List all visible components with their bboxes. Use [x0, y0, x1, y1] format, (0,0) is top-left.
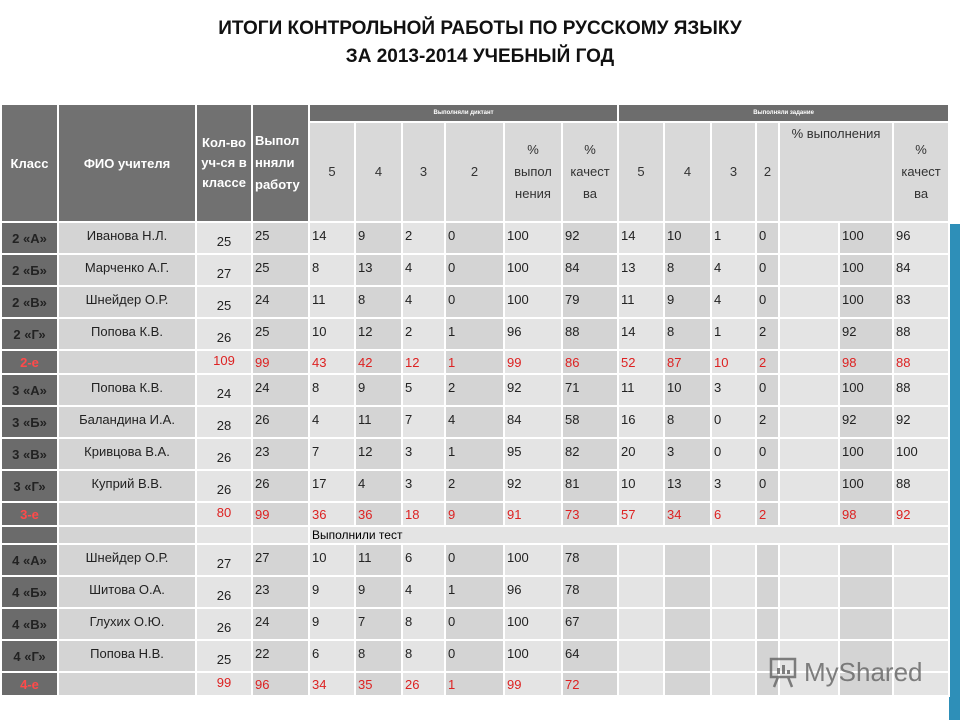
dict-grade-3-cell: 6 [402, 544, 445, 576]
task-grade-4-cell: 34 [664, 502, 711, 526]
dict-grade-2-cell: 0 [445, 640, 504, 672]
dict-pct-done-cell: 96 [504, 576, 562, 608]
class-label: 4 «Б» [1, 576, 58, 608]
watermark-text: MyShared [804, 656, 923, 687]
dict-grade-4-cell: 42 [355, 350, 402, 374]
header-task-grade-4: 4 [664, 122, 711, 222]
task-grade-4-cell: 3 [664, 438, 711, 470]
did-work-cell: 25 [252, 254, 309, 286]
class-label: 4-е [1, 672, 58, 696]
dict-pct-quality-cell: 73 [562, 502, 618, 526]
task-grade-4-cell [664, 576, 711, 608]
teacher-name: Шнейдер О.Р. [58, 286, 196, 318]
dict-grade-3-cell: 2 [402, 318, 445, 350]
task-grade-2-cell [756, 544, 779, 576]
task-grade-3-cell: 1 [711, 222, 756, 254]
task-grade-3-cell: 3 [711, 374, 756, 406]
results-table [0, 103, 950, 697]
dict-grade-4-cell: 8 [355, 640, 402, 672]
dict-pct-quality-cell: 58 [562, 406, 618, 438]
student-count: 28 [196, 406, 252, 438]
task-grade-5-cell: 20 [618, 438, 664, 470]
class-label: 3 «Б» [1, 406, 58, 438]
dict-pct-done-cell: 95 [504, 438, 562, 470]
teacher-name: Шнейдер О.Р. [58, 544, 196, 576]
task-grade-2-cell: 2 [756, 318, 779, 350]
dict-grade-3-cell: 12 [402, 350, 445, 374]
total-row [1, 502, 949, 526]
task-grade-5-cell: 57 [618, 502, 664, 526]
task-grade-3-cell: 10 [711, 350, 756, 374]
did-work-cell: 26 [252, 470, 309, 502]
separator-did-cell [252, 526, 309, 544]
did-work-cell: 24 [252, 286, 309, 318]
task-pct-quality-cell: 88 [893, 470, 949, 502]
dict-grade-2-cell: 1 [445, 576, 504, 608]
dict-grade-5-cell: 17 [309, 470, 355, 502]
dict-pct-done-cell: 91 [504, 502, 562, 526]
dict-pct-quality-cell: 81 [562, 470, 618, 502]
dict-grade-3-cell: 4 [402, 576, 445, 608]
did-work-cell: 24 [252, 608, 309, 640]
task-blank-cell [779, 286, 839, 318]
did-work-cell: 96 [252, 672, 309, 696]
dict-grade-3-cell: 8 [402, 608, 445, 640]
task-grade-2-cell: 2 [756, 406, 779, 438]
task-blank-cell [779, 406, 839, 438]
task-grade-2-cell: 0 [756, 254, 779, 286]
dict-grade-2-cell: 2 [445, 470, 504, 502]
dict-grade-3-cell: 7 [402, 406, 445, 438]
teacher-name: Марченко А.Г. [58, 254, 196, 286]
task-pct-quality-cell: 92 [893, 502, 949, 526]
header-grade-2: 2 [445, 122, 504, 222]
class-label: 2 «Г» [1, 318, 58, 350]
dict-grade-5-cell: 6 [309, 640, 355, 672]
task-grade-2-cell: 0 [756, 286, 779, 318]
page-subtitle: ЗА 2013-2014 УЧЕБНЫЙ ГОД [345, 46, 615, 67]
task-grade-5-cell [618, 608, 664, 640]
dict-grade-2-cell: 4 [445, 406, 504, 438]
student-count: 26 [196, 438, 252, 470]
task-grade-5-cell: 52 [618, 350, 664, 374]
task-grade-5-cell: 11 [618, 374, 664, 406]
task-pct-done-cell: 100 [839, 286, 893, 318]
table-row [1, 222, 949, 254]
dict-grade-2-cell: 0 [445, 254, 504, 286]
dict-grade-3-cell: 5 [402, 374, 445, 406]
dict-grade-4-cell: 36 [355, 502, 402, 526]
header-grade-5: 5 [309, 122, 355, 222]
teacher-name [58, 672, 196, 696]
dict-pct-done-cell: 84 [504, 406, 562, 438]
student-count: 26 [196, 318, 252, 350]
task-blank-cell [779, 608, 839, 640]
task-pct-quality-cell [893, 576, 949, 608]
table-row [1, 318, 949, 350]
class-label: 3 «В» [1, 438, 58, 470]
task-pct-done-cell [839, 544, 893, 576]
did-work-cell: 23 [252, 576, 309, 608]
teacher-name: Куприй В.В. [58, 470, 196, 502]
task-grade-5-cell [618, 544, 664, 576]
teacher-name [58, 350, 196, 374]
did-work-cell: 25 [252, 318, 309, 350]
dict-pct-done-cell: 100 [504, 640, 562, 672]
task-grade-3-cell: 4 [711, 286, 756, 318]
task-grade-3-cell: 6 [711, 502, 756, 526]
task-grade-5-cell [618, 640, 664, 672]
dict-pct-quality-cell: 88 [562, 318, 618, 350]
header-task-pct-quality: % качест ва [893, 122, 949, 222]
task-grade-3-cell: 0 [711, 406, 756, 438]
task-grade-5-cell: 16 [618, 406, 664, 438]
header-task-grade-5: 5 [618, 122, 664, 222]
dict-grade-3-cell: 4 [402, 254, 445, 286]
page-title: ИТОГИ КОНТРОЛЬНОЙ РАБОТЫ ПО РУССКОМУ ЯЗЫКУ [218, 18, 742, 39]
student-count: 25 [196, 640, 252, 672]
dict-grade-2-cell: 0 [445, 544, 504, 576]
student-count: 99 [196, 672, 252, 696]
task-pct-done-cell: 98 [839, 502, 893, 526]
teacher-name: Баландина И.А. [58, 406, 196, 438]
teacher-name: Попова К.В. [58, 318, 196, 350]
task-blank-cell [779, 502, 839, 526]
table-row [1, 438, 949, 470]
student-count: 24 [196, 374, 252, 406]
table-row [1, 544, 949, 576]
class-label: 2-е [1, 350, 58, 374]
dict-grade-5-cell: 10 [309, 544, 355, 576]
dict-grade-5-cell: 7 [309, 438, 355, 470]
task-grade-2-cell: 0 [756, 470, 779, 502]
dict-pct-quality-cell: 79 [562, 286, 618, 318]
dict-grade-4-cell: 4 [355, 470, 402, 502]
table-row [1, 470, 949, 502]
task-grade-3-cell: 0 [711, 438, 756, 470]
dict-grade-2-cell: 9 [445, 502, 504, 526]
task-grade-2-cell [756, 576, 779, 608]
class-label: 2 «Б» [1, 254, 58, 286]
table-row [1, 286, 949, 318]
dict-grade-3-cell: 8 [402, 640, 445, 672]
dict-pct-quality-cell: 82 [562, 438, 618, 470]
task-blank-cell [779, 318, 839, 350]
class-label: 3 «Г» [1, 470, 58, 502]
task-grade-4-cell [664, 672, 711, 696]
dict-grade-2-cell: 0 [445, 608, 504, 640]
student-count: 26 [196, 470, 252, 502]
section-separator-row [1, 526, 949, 544]
dict-grade-5-cell: 9 [309, 576, 355, 608]
class-label: 2 «А» [1, 222, 58, 254]
dict-pct-quality-cell: 67 [562, 608, 618, 640]
task-blank-cell [779, 254, 839, 286]
dict-pct-done-cell: 100 [504, 608, 562, 640]
dict-pct-done-cell: 99 [504, 672, 562, 696]
class-label: 3-е [1, 502, 58, 526]
header-task-grade-2: 2 [756, 122, 779, 222]
task-grade-2-cell: 0 [756, 222, 779, 254]
separator-class-cell [1, 526, 58, 544]
task-grade-4-cell: 8 [664, 406, 711, 438]
task-grade-2-cell: 0 [756, 374, 779, 406]
dict-pct-quality-cell: 72 [562, 672, 618, 696]
task-grade-4-cell: 13 [664, 470, 711, 502]
dict-pct-quality-cell: 78 [562, 544, 618, 576]
task-blank-cell [779, 222, 839, 254]
task-pct-done-cell: 92 [839, 406, 893, 438]
dict-grade-3-cell: 18 [402, 502, 445, 526]
student-count: 25 [196, 222, 252, 254]
dict-pct-quality-cell: 92 [562, 222, 618, 254]
task-grade-5-cell [618, 672, 664, 696]
task-pct-quality-cell: 100 [893, 438, 949, 470]
header-pct-done: % выпол нения [504, 122, 562, 222]
dict-grade-2-cell: 1 [445, 350, 504, 374]
class-label: 4 «Г» [1, 640, 58, 672]
task-pct-done-cell: 100 [839, 222, 893, 254]
dict-grade-3-cell: 2 [402, 222, 445, 254]
dict-grade-4-cell: 7 [355, 608, 402, 640]
did-work-cell: 25 [252, 222, 309, 254]
dict-pct-quality-cell: 64 [562, 640, 618, 672]
task-pct-done-cell: 100 [839, 374, 893, 406]
teacher-name: Шитова О.А. [58, 576, 196, 608]
total-row [1, 350, 949, 374]
dict-pct-done-cell: 100 [504, 544, 562, 576]
dict-pct-done-cell: 99 [504, 350, 562, 374]
dict-grade-4-cell: 11 [355, 544, 402, 576]
task-grade-5-cell: 14 [618, 318, 664, 350]
task-pct-done-cell: 100 [839, 438, 893, 470]
student-count: 27 [196, 254, 252, 286]
table-row [1, 576, 949, 608]
header-teacher: ФИО учителя [58, 104, 196, 222]
header-count: Кол-во уч-ся в классе [196, 104, 252, 222]
teacher-name [58, 502, 196, 526]
dict-grade-5-cell: 8 [309, 374, 355, 406]
task-grade-5-cell [618, 576, 664, 608]
header-pct-quality: % качест ва [562, 122, 618, 222]
dict-pct-done-cell: 100 [504, 254, 562, 286]
dict-grade-2-cell: 1 [445, 438, 504, 470]
dict-pct-quality-cell: 71 [562, 374, 618, 406]
table-row [1, 406, 949, 438]
separator-count-cell [196, 526, 252, 544]
header-group-task: Выполняли задание [618, 104, 949, 122]
task-grade-4-cell [664, 608, 711, 640]
task-pct-quality-cell: 88 [893, 318, 949, 350]
watermark [768, 656, 923, 688]
dict-grade-5-cell: 10 [309, 318, 355, 350]
task-pct-quality-cell: 88 [893, 350, 949, 374]
dict-pct-done-cell: 100 [504, 222, 562, 254]
dict-grade-3-cell: 26 [402, 672, 445, 696]
task-pct-quality-cell: 88 [893, 374, 949, 406]
teacher-name: Попова К.В. [58, 374, 196, 406]
teacher-name: Глухих О.Ю. [58, 608, 196, 640]
header-grade-4: 4 [355, 122, 402, 222]
presentation-board-icon [768, 656, 798, 688]
dict-grade-4-cell: 9 [355, 576, 402, 608]
task-grade-2-cell: 0 [756, 438, 779, 470]
student-count: 26 [196, 576, 252, 608]
student-count: 80 [196, 502, 252, 526]
dict-grade-3-cell: 3 [402, 470, 445, 502]
dict-grade-4-cell: 12 [355, 318, 402, 350]
task-blank-cell [779, 470, 839, 502]
class-label: 4 «В» [1, 608, 58, 640]
task-grade-2-cell [756, 608, 779, 640]
task-grade-3-cell: 4 [711, 254, 756, 286]
class-label: 4 «А» [1, 544, 58, 576]
dict-grade-4-cell: 13 [355, 254, 402, 286]
task-blank-cell [779, 576, 839, 608]
task-pct-done-cell: 98 [839, 350, 893, 374]
dict-grade-5-cell: 8 [309, 254, 355, 286]
task-pct-quality-cell [893, 544, 949, 576]
table-row [1, 254, 949, 286]
dict-grade-2-cell: 0 [445, 286, 504, 318]
header-group-dictation: Выполняли диктант [309, 104, 618, 122]
task-pct-quality-cell: 83 [893, 286, 949, 318]
task-grade-3-cell [711, 640, 756, 672]
did-work-cell: 22 [252, 640, 309, 672]
dict-grade-4-cell: 12 [355, 438, 402, 470]
dict-pct-done-cell: 92 [504, 374, 562, 406]
dict-grade-2-cell: 2 [445, 374, 504, 406]
task-pct-quality-cell: 92 [893, 406, 949, 438]
side-accent-strip [949, 224, 960, 720]
task-blank-cell [779, 438, 839, 470]
header-task-pct-done: % выполнения [779, 122, 893, 222]
task-grade-4-cell: 10 [664, 222, 711, 254]
task-pct-done-cell: 100 [839, 470, 893, 502]
dict-pct-done-cell: 100 [504, 286, 562, 318]
header-grade-3: 3 [402, 122, 445, 222]
dict-pct-quality-cell: 86 [562, 350, 618, 374]
task-blank-cell [779, 374, 839, 406]
task-grade-3-cell: 3 [711, 470, 756, 502]
table-row [1, 374, 949, 406]
dict-grade-2-cell: 0 [445, 222, 504, 254]
task-grade-5-cell: 10 [618, 470, 664, 502]
teacher-name: Кривцова В.А. [58, 438, 196, 470]
class-label: 3 «А» [1, 374, 58, 406]
dict-grade-2-cell: 1 [445, 318, 504, 350]
task-grade-2-cell: 2 [756, 502, 779, 526]
teacher-name: Попова Н.В. [58, 640, 196, 672]
dict-grade-5-cell: 11 [309, 286, 355, 318]
task-grade-5-cell: 11 [618, 286, 664, 318]
dict-grade-3-cell: 3 [402, 438, 445, 470]
task-grade-3-cell [711, 544, 756, 576]
dict-grade-5-cell: 4 [309, 406, 355, 438]
dict-grade-5-cell: 34 [309, 672, 355, 696]
dict-pct-quality-cell: 84 [562, 254, 618, 286]
task-grade-4-cell: 9 [664, 286, 711, 318]
student-count: 27 [196, 544, 252, 576]
student-count: 109 [196, 350, 252, 374]
dict-grade-3-cell: 4 [402, 286, 445, 318]
dict-grade-4-cell: 9 [355, 222, 402, 254]
task-pct-done-cell: 92 [839, 318, 893, 350]
dict-grade-4-cell: 35 [355, 672, 402, 696]
task-grade-3-cell [711, 608, 756, 640]
dict-grade-5-cell: 9 [309, 608, 355, 640]
dict-grade-4-cell: 9 [355, 374, 402, 406]
task-grade-4-cell: 10 [664, 374, 711, 406]
did-work-cell: 26 [252, 406, 309, 438]
dict-pct-done-cell: 96 [504, 318, 562, 350]
dict-grade-4-cell: 8 [355, 286, 402, 318]
did-work-cell: 27 [252, 544, 309, 576]
task-grade-2-cell: 2 [756, 350, 779, 374]
dict-grade-2-cell: 1 [445, 672, 504, 696]
task-grade-4-cell: 87 [664, 350, 711, 374]
class-label: 2 «В» [1, 286, 58, 318]
separator-teacher-cell [58, 526, 196, 544]
dict-grade-5-cell: 43 [309, 350, 355, 374]
dict-grade-5-cell: 36 [309, 502, 355, 526]
table-body [1, 222, 949, 696]
table-row [1, 608, 949, 640]
task-pct-quality-cell [893, 608, 949, 640]
dict-grade-5-cell: 14 [309, 222, 355, 254]
task-grade-5-cell: 14 [618, 222, 664, 254]
task-pct-done-cell [839, 576, 893, 608]
did-work-cell: 99 [252, 502, 309, 526]
did-work-cell: 23 [252, 438, 309, 470]
task-blank-cell [779, 544, 839, 576]
task-grade-3-cell [711, 672, 756, 696]
task-pct-quality-cell: 84 [893, 254, 949, 286]
header-task-grade-3: 3 [711, 122, 756, 222]
dict-pct-quality-cell: 78 [562, 576, 618, 608]
task-grade-3-cell: 1 [711, 318, 756, 350]
header-class: Класс [1, 104, 58, 222]
separator-label: Выполнили тест [309, 526, 949, 544]
student-count: 26 [196, 608, 252, 640]
task-pct-done-cell [839, 608, 893, 640]
did-work-cell: 99 [252, 350, 309, 374]
dict-pct-done-cell: 92 [504, 470, 562, 502]
task-grade-4-cell: 8 [664, 318, 711, 350]
header-did-work: Выпол нняли работу [252, 104, 309, 222]
task-grade-4-cell [664, 640, 711, 672]
task-pct-quality-cell: 96 [893, 222, 949, 254]
task-grade-4-cell [664, 544, 711, 576]
task-grade-4-cell: 8 [664, 254, 711, 286]
task-grade-3-cell [711, 576, 756, 608]
dict-grade-4-cell: 11 [355, 406, 402, 438]
task-blank-cell [779, 350, 839, 374]
student-count: 25 [196, 286, 252, 318]
task-grade-5-cell: 13 [618, 254, 664, 286]
task-pct-done-cell: 100 [839, 254, 893, 286]
did-work-cell: 24 [252, 374, 309, 406]
teacher-name: Иванова Н.Л. [58, 222, 196, 254]
